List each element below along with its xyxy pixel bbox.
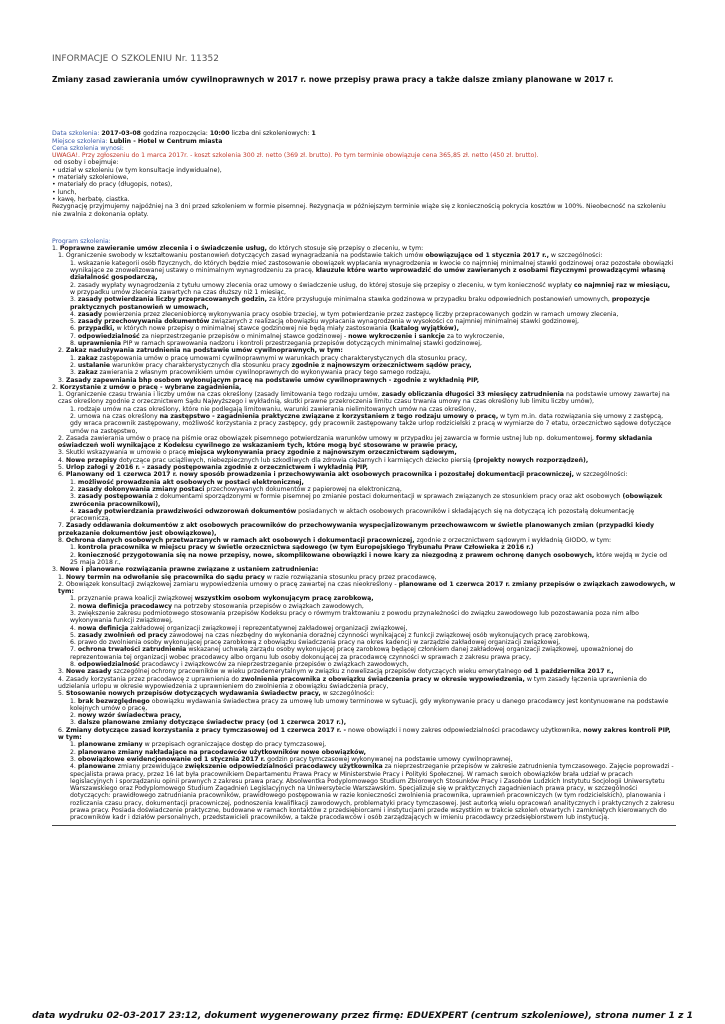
- program-line: 7. odpowiedzialność za nieprzestrzeganie przepisów o minimalnej stawce godzinowej - nowe wykroczenie i sankcje za to wykroczenie,: [70, 332, 505, 340]
- program-line: 3. Skutki wskazywania w umowie o pracę miejsca wykonywania pracy zgodnie z najnowszym orzecznictwem sądowym,: [58, 449, 457, 457]
- program-body: [52, 245, 676, 821]
- program-line: 3. obowiązkowe ewidencjonowanie od 1 stycznia 2017 r. godzin pracy tymczasowej wykonywanej na podstawie umowy cywilnoprawnej,: [70, 755, 513, 763]
- program-line: 1. Poprawne zawieranie umów zlecenia i o świadczenie usług, do których stosuje się przepisy o zleceniu, w tym:: [52, 245, 424, 253]
- program-line: 1. zakaz zastępowania umów o pracę umowami cywilnoprawnymi w warunkach pracy charakterystycznych dla stosunku pracy,: [70, 354, 468, 362]
- program-line: 3. zwiększenie zakresu podmiotowego stosowania przepisów Kodeksu pracy o rówmym traktowaniu z powodu przynależności do związku zawodowego lub pozostawania poza nim albo wykonywania funkcji związkowej,: [70, 610, 639, 625]
- program-line: 1. Ograniczenie czasu trwania i liczby umów na czas określony (zasady limitowania tego rodzaju umów, zasady obliczania długości 33 miesięcy zatrudnienia na podstawie umowy zawartej na czas określony zgodnie z orzecznictwem Sądu Najwyższego i wykładnią, skutki prawne przekroczenia limitu czasu trwania umowy na czas określony lub limitu liczby umów),: [58, 391, 670, 406]
- program-line: 2. ustalanie warunków pracy charakterystycznych dla stosunku pracy zgodnie z najnowszym orzecznictwem sądów pracy,: [70, 361, 472, 369]
- program-line: 1. przyznanie prawa koalicji związkowej wszystkim osobom wykonującym pracę zarobkową,: [70, 595, 374, 603]
- program-line: 5. Urlop załogi y 2016 r. - zasady postępowania zgodnie z orzecznictwem i wykładnią PIP,: [58, 464, 368, 472]
- program-line: 6. prawo do zwolnienia osoby wykonującej pracę zarobkową z obowiązku świadczenia pracy na okres kadencji w zarządzie zakładowej organizacji związkowej,: [70, 639, 561, 647]
- program-label: Program szkolenia:: [52, 237, 111, 245]
- program-line: 8. uprawnienia PIP w ramach sprawowania nadzoru i kontroli przestrzegania przepisów dotyczących minimalnej stawki godzinowej,: [70, 340, 482, 348]
- program-line: 7. ochrona trwałości zatrudnienia wskazanej uchwałą zarządu osoby wykonującej pracę zarobkową będącej członkiem danej zakładowej organizacji związkowej, upoważnionej do reprezentowania tej organizacji wobec pracodawcy albo organu lub osoby dokonującej za pracodawcę czynności w sprawach z zakresu prawa pracy,: [70, 646, 634, 661]
- program-line: 1. możliwość prowadzenia akt osobowych w postaci elektronicznej,: [70, 478, 304, 486]
- program-line: 6. Zmiany dotyczące zasad korzystania z pracy tymczasowej od 1 czerwca 2017 r. - nowe obowiązki i nowy zakres odpowiedzialności pracodawcy użytkownika, nowy zakres kontroli PIP, w tym:: [58, 726, 671, 742]
- program-line: 2. zasady dokonywania zmiany postaci przechowywanych dokumentów z papierowej na elektroniczną,: [70, 485, 402, 493]
- place-line: [52, 138, 676, 145]
- resignation-note: Rezygnację przyjmujemy najpóźniej na 3 dni przed szkoleniem w formie pisemnej. Rezygnacja w późniejszym terminie wiąże się z koniecznością pokrycia kosztów w 100%. Nieobecność na szkoleniu nie zwalnia z dokonania opłaty.: [52, 203, 666, 218]
- document-page: [52, 56, 676, 826]
- includes-list: [52, 167, 676, 203]
- program-line: 8. Ochrona danych osobowych przetwarzanych w ramach akt osobowych i dokumentacji pracowniczej, zgodnie z orzecznictwem sądowym i wykładnią GIODO, w tym:: [58, 537, 612, 545]
- program-line: 3. zakaz zawierania z własnym pracownikiem umów cywilnoprawnych do wykonywania pracy tego samego rodzaju,: [70, 369, 431, 377]
- place-label: Miejsce szkolenia:: [52, 137, 108, 145]
- print-footer: data wydruku 02-03-2017 23:12, dokument wygenerowany przez firmę: EDUEXPERT (centrum szkoleniowe), strona numer 1 z 1: [31, 1010, 694, 1021]
- program-line: 2. nowy wzór świadectwa pracy,: [70, 712, 182, 720]
- days-value: 1: [311, 130, 316, 138]
- program-line: 2. umowa na czas określony na zastępstwo - zagadnienia praktyczne związane z korzystaniem z tego rodzaju umowy o pracę, w tym m.in. data rozwiązania się umowy z zastępcą, gdy wraca pracownik zastępowany, możliwość korzystania z pracy zastępcy, gdy pracownik zastępowany także urlop rodzicielski z pracą w wymiarze do 7 etatu, orzecznictwo sądowe dotyczące umów na zastępstwo,: [70, 412, 672, 435]
- training-subject: Zmiany zasad zawierania umów cywilnoprawnych w 2017 r. nowe przepisy prawa pracy a także dalsze zmiany planowane w 2017 r.: [52, 75, 614, 85]
- program-line: 4. zasady powierzenia przez zleceniobiorcę wykonywania pracy osobie trzeciej, w tym potwierdzanie przez zastępcę liczby przepracowanych godzin w ramach umowy zlecenia,: [70, 310, 619, 318]
- list-item: • lunch,: [52, 189, 676, 196]
- program-line: 4. Nowe przepisy dotyczące prac uciążliwych, niebezpiecznych lub szkodliwych dla zdrowia ciężarnych i karmiących dziecko piersią (projekty nowych rozporządzeń),: [58, 456, 589, 464]
- program-line: 2. Zakaz nadużywania zatrudnienia na podstawie umów cywilnoprawnych, w tym:: [58, 347, 343, 355]
- per-person-note: od osoby i obejmuje:: [54, 159, 119, 167]
- program-line: 2. Zasada zawierania umów o pracę na piśmie oraz obowiązek pisemnego potwierdzania warunków umowy w przypadku jej zawarcia w formie ustnej lub np. dokumentowej, formy składania oświadczeń woli wynikające z Kodeksu cywilnego ze wskazaniem tych, które mogą być stosowane w prawie pracy,: [58, 434, 653, 450]
- program-line: 8. odpowiedzialność pracodawcy i związkowców za nieprzestrzeganie przepisów o związkach zawodowych,: [70, 661, 409, 669]
- date-line: [52, 130, 676, 137]
- program-line: 1. planowane zmiany w przepisach ograniczające dostęp do pracy tymczasowej,: [70, 741, 327, 749]
- start-value: 10:00: [209, 130, 230, 138]
- list-item: • kawę, herbatę, ciastka.: [52, 196, 676, 203]
- program-line: 6. przypadki, w których nowe przepisy o minimalnej stawce godzinowej nie będą miały zastosowania (katalog wyjątków),: [70, 325, 459, 333]
- program-line: 2. Obowiązek konsultacji związkowej zamiaru wypowiedzenia umowy o pracę zawartej na czas nieokreślony - planowane od 1 czerwca 2017 r. zmiany przepisów o związkach zawodowych, w tym:: [58, 580, 676, 596]
- date-value: 2017-03-08: [101, 130, 141, 138]
- program-line: 1. kontrola pracownika w miejscu pracy w świetle orzecznictwa sądowego (w tym Europejskiego Trybunału Praw Człowieka z 2016 r.): [70, 544, 534, 552]
- program-line: 2. planowane zmiany nakładające na pracodawców użytkowników nowe obowiązków,: [70, 748, 366, 756]
- program-line: 3. dalsze planowane zmiany dotyczące świadectw pracy (od 1 czerwca 2017 r.),: [70, 719, 347, 727]
- list-item: • udział w szkoleniu (w tym konsultacje indywidualne),: [52, 167, 676, 174]
- list-item: • materiały do pracy (długopis, notes),: [52, 181, 676, 188]
- price-note: UWAGA!. Przy zgłoszeniu do 1 marca 2017r. - koszt szkolenia 300 zł. netto (369 zł. brutto). Po tym terminie obowiązuje cena 365,85 zł. netto (450 zł. brutto).: [52, 152, 539, 160]
- program-line: 1. Nowy termin na odwołanie się pracownika do sądu pracy w razie rozwiązania stosunku pracy przez pracodawcę,: [58, 573, 437, 581]
- page-title: INFORMACJE O SZKOLENIU Nr. 11352: [52, 54, 219, 64]
- program-line: 2. Korzystanie z umów o pracę - wybrane zagadnienia,: [52, 383, 242, 391]
- program-line: 5. Stosowanie nowych przepisów dotyczących wydawania świadectw pracy, w szczególności:: [58, 690, 375, 698]
- price-label: Cena szkolenia wynosi:: [52, 144, 124, 152]
- program-line: 3. zasady potwierdzania liczby przepracowanych godzin, za które przysługuje minimalna stawka godzinowa w przypadku braku odpowiednich postanowień umownych, propozycje praktycznych postanowień w umowach,: [70, 296, 650, 311]
- divider: [52, 825, 676, 826]
- program-line: 6. Planowany od 1 czerwca 2017 r. nowy sposób prowadzenia i przechowywania akt osobowych pracownika i pozostałej dokumentacji pracowniczej, w szczególności:: [58, 471, 628, 479]
- list-item: • materiały szkoleniowe,: [52, 174, 676, 181]
- program-line: 4. zasady potwierdzania prawdziwości odwzorowań dokumentów posiadanych w aktach osobowych pracowników i składających się na dotyczącą ich pozostałą dokumentację pracowniczą,: [70, 507, 635, 523]
- program-line: 2. nowa definicja pracodawcy na potrzeby stosowania przepisów o związkach zawodowych,: [70, 602, 364, 610]
- program-line: 2. konieczność przygotowania się na nowe przepisy, nowe, skomplikowane obowiązki i nowe kary za niezgodną z prawem ochronę danych osobowych, które wejdą w życie od 25 maja 2018 r.,: [70, 551, 668, 566]
- program-line: 7. Zasady oddawania dokumentów z akt osobowych pracowników do przechowywania wyspecjalizowanym przechowawcom w świetle planowanych zmian (przypadki kiedy przekazanie dokumentów jest obowiązkowe),: [58, 522, 655, 537]
- program-line: 5. zasady przechowywania dokumentów związanych z realizacją obowiązku wypłacania wynagrodzenia w wysokości co najmniej minimalnej stawki godzinowej,: [70, 318, 579, 326]
- date-label: Data szkolenia:: [52, 130, 100, 138]
- program-line: 1. brak bezwzględnego obowiązku wydawania świadectwa pracy za umowę lub umowy terminowe w sytuacji, gdy wykonywanie pracy u danego pracodawcy jest kontynuowane na podstawie kolejnych umów o pracę,: [70, 697, 669, 712]
- program-line: 3. Zasady zapewniania bhp osobom wykonującym pracę na podstawie umów cywilnoprawnych - zgodnie z wykładnią PIP,: [58, 376, 480, 384]
- program-line: 3. Nowe zasady szczególnej ochrony pracowników w wieku przedemerytalnym w związku z nowelizacją przepisów dotyczących wieku emerytalnego od 1 października 2017 r.,: [58, 668, 614, 676]
- program-line: 5. zasady zwolnień od pracy zawodowej na czas niezbędny do wykonania doraźnej czynności wynikającej z funkcji związkowej osób wykonujących pracę zarobkową,: [70, 631, 590, 639]
- program-line: 1. rodzaje umów na czas określony, które nie podlegają limitowaniu, warunki zawierania nielimitowanych umów na czas określony,: [70, 405, 477, 413]
- program-line: 4. planowane zmiany przewidujące zwiększenie odpowiedzialności pracodawcy użytkownika za nieprzestrzeganie przepisów w zakresie zatrudnienia tymczasowego. Zajęcie poprowadzi - specjalista prawa pracy, przez 16 lat była pracownikiem Departamentu Prawa Pracy w Ministerstwie Pracy i Polityki Społecznej. W ramach swoich obowiązków brała udział w pracach legislacyjnych i sporządzaniu opinii prawnych z zakresu prawa pracy. Absolwentka Podyplomowego Studium Zbiorowych Stosunków Pracy i Zasobów Ludzkich Instytutu Socjologii Uniwersytetu Warszawskiego oraz Podyplomowego Studium Zagadnień Legislacyjnych na Uniwersytecie Warszawskim. Specjalizuje się w praktycznych zagadnieniach prawa pracy, w szczególności dotyczących: prawidłowego zatrudniania pracowników, prawidłowego postępowania w razie konieczności zwolnienia pracownika, uprawnień pracowniczych (w tym rodzicielskich), planowania i rozliczania czasu pracy, dokumentacji pracowniczej, podnoszenia kwalifikacji zawodowych, problematyki pracy tymczasowej. Jest autorką wielu opracowań analitycznych i praktycznych z zakresu prawa pracy. Posiada doświadczenie praktyczne, budowane w ramach kontaktów z przedsiębiorcami i instytucjami przede wszystkim w trakcie szkoleń otwartych i zamkniętych kierowanych do pracowników kadr i działów personalnych, przedstawicieli pracowników, a także pracodawców i osób zarządzających w imieniu pracodawcy przedsiębiorstwem lub instytucją.: [70, 763, 675, 822]
- program-line: 4. Zasady korzystania przez pracodawcę z uprawnienia do zwolnienia pracownika z obowiązku świadczenia pracy w okresie wypowiedzenia, w tym zasady łączenia uprawnienia do udzielania urlopu w okresie wypowiedzenia z uprawnieniem do zwolnienia z obowiązku świadczenia pracy,: [58, 675, 647, 690]
- program-line: 3. zasady postępowania z dokumentami sporządzonymi w formie pisemnej po zmianie postaci dokumentacji w sprawach związanych ze stosunkiem pracy oraz akt osobowych (obowiązek zwrócenia pracownikowi),: [70, 493, 663, 508]
- days-label: liczba dni szkoleniowych:: [231, 130, 310, 138]
- program-line: 1. wskazanie kategorii osób fizycznych, do których będzie mieć zastosowanie obowiązek wypłacania wynagrodzenia w kwocie co najmniej minimalnej stawki godzinowej oraz pozostałe obowiązki wynikające ze znowelizowanej ustawy o minimalnym wynagrodzeniu za pracę, klauzule które warto wprowadzić do umów zawieranych z osobami fizycznymi prowadzącymi własną działalność gospodarczą,: [70, 259, 674, 282]
- program-line: 3. Nowe i planowane rozwiązania prawne związane z ustaniem zatrudnienia:: [52, 566, 319, 574]
- start-label: godzina rozpoczęcia:: [142, 130, 208, 138]
- place-value: Lublin - Hotel w Centrum miasta: [109, 137, 223, 145]
- program-line: 2. zasady wypłaty wynagrodzenia z tytułu umowy zlecenia oraz umowy o świadczenie usług, do której stosuje się przepisy o zleceniu, w tym konieczność wypłaty co najmniej raz w miesiącu, w przypadku umów zlecenia zawartych na czas dłuższy niż 1 miesiąc,: [70, 281, 671, 296]
- program-line: 4. nowa definicja zakładowej organizacji związkowej i reprezentatywnej zakładowej organizacji związkowej,: [70, 624, 408, 632]
- program-line: 1. Ograniczenie swobody w kształtowaniu postanowień dotyczących zasad wynagradzania na podstawie takich umów obowiązujące od 1 stycznia 2017 r., w szczególności:: [58, 252, 603, 260]
